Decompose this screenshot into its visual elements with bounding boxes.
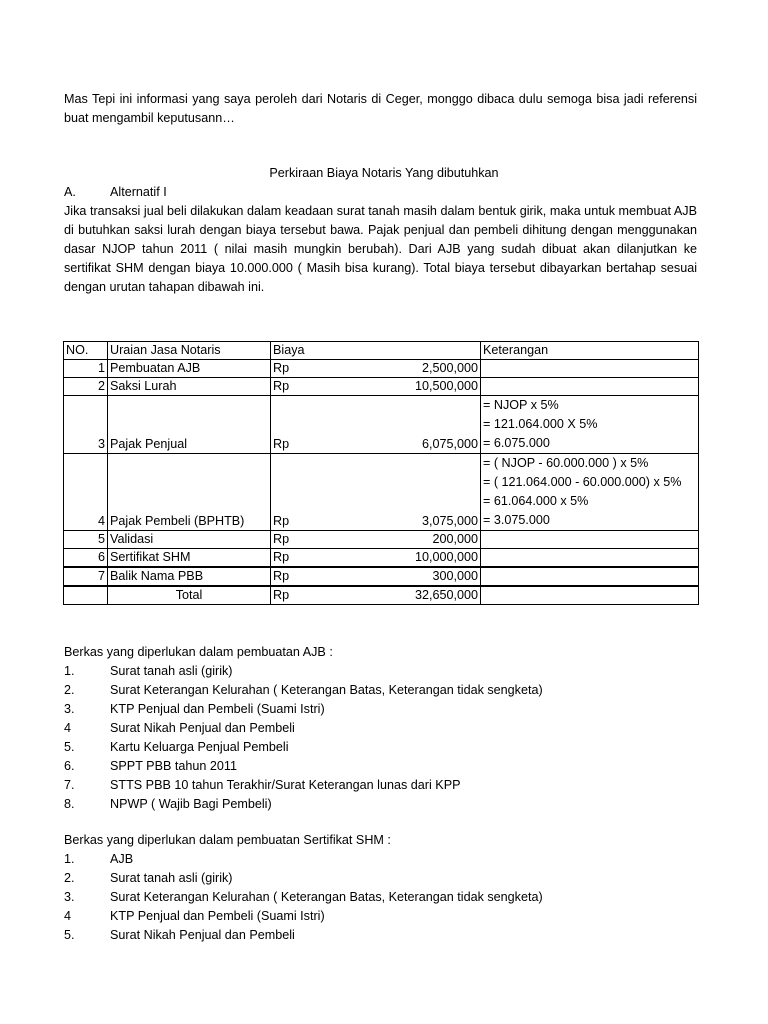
row-keterangan	[481, 567, 699, 586]
list-item: 1. AJB	[64, 852, 134, 866]
list-item: 3. Surat Keterangan Kelurahan ( Keterangan Batas, Keterangan tidak sengketa)	[64, 890, 543, 904]
row-no: 1	[64, 360, 108, 378]
keterangan-line: = 121.064.000 X 5%	[483, 417, 598, 431]
row-amount: 6,075,000	[319, 396, 481, 454]
total-amount: 32,650,000	[319, 586, 481, 605]
row-currency: Rp	[271, 378, 319, 396]
total-keterangan	[481, 586, 699, 605]
row-no: 3	[64, 396, 108, 454]
row-keterangan	[481, 396, 699, 454]
row-uraian: Pembuatan AJB	[108, 360, 271, 378]
row-keterangan	[481, 378, 699, 396]
header-keterangan: Keterangan	[481, 342, 699, 360]
shm-requirements-title: Berkas yang diperlukan dalam pembuatan Sertifikat SHM :	[64, 833, 391, 847]
list-item: 5. Surat Nikah Penjual dan Pembeli	[64, 928, 295, 942]
row-uraian: Sertifikat SHM	[108, 549, 271, 568]
total-label: Total	[108, 586, 271, 605]
row-uraian: Balik Nama PBB	[108, 567, 271, 586]
list-item: 2. Surat Keterangan Kelurahan ( Keterangan Batas, Keterangan tidak sengketa)	[64, 683, 543, 697]
list-item: 4 Surat Nikah Penjual dan Pembeli	[64, 721, 295, 735]
list-item: 4 KTP Penjual dan Pembeli (Suami Istri)	[64, 909, 325, 923]
row-amount: 200,000	[319, 531, 481, 549]
total-currency: Rp	[271, 586, 319, 605]
row-amount: 10,000,000	[319, 549, 481, 568]
list-item: 8. NPWP ( Wajib Bagi Pembeli)	[64, 797, 272, 811]
row-keterangan	[481, 531, 699, 549]
row-currency: Rp	[271, 360, 319, 378]
row-amount: 3,075,000	[319, 454, 481, 531]
list-item: 1. Surat tanah asli (girik)	[64, 664, 233, 678]
keterangan-line: = 6.075.000	[483, 436, 550, 450]
table-row	[64, 396, 699, 454]
list-item: 6. SPPT PBB tahun 2011	[64, 759, 237, 773]
row-no: 5	[64, 531, 108, 549]
list-item: 7. STTS PBB 10 tahun Terakhir/Surat Keterangan lunas dari KPP	[64, 778, 461, 792]
table-row	[64, 360, 699, 378]
row-no: 7	[64, 567, 108, 586]
alternative-letter: A.	[64, 185, 76, 199]
row-keterangan	[481, 454, 699, 531]
row-currency: Rp	[271, 454, 319, 531]
cost-table	[63, 341, 699, 605]
row-no: 4	[64, 454, 108, 531]
row-no: 2	[64, 378, 108, 396]
keterangan-line: = NJOP x 5%	[483, 398, 559, 412]
row-currency: Rp	[271, 531, 319, 549]
alternative-heading	[64, 183, 167, 202]
row-no: 6	[64, 549, 108, 568]
keterangan-line: = 61.064.000 x 5%	[483, 494, 589, 508]
row-amount: 2,500,000	[319, 360, 481, 378]
row-uraian: Saksi Lurah	[108, 378, 271, 396]
row-uraian: Pajak Pembeli (BPHTB)	[108, 454, 271, 531]
description-paragraph: Jika transaksi jual beli dilakukan dalam keadaan surat tanah masih dalam bentuk girik, maka untuk membuat AJB di butuhkan saksi lurah dengan biaya tersebut bawa. Pajak penjual dan pembeli dihitung dengan menggunakan dasar NJOP tahun 2011 ( nilai masih mungkin berubah). Dari AJB yang sudah dibuat akan dilanjutkan ke sertifikat SHM dengan biaya 10.000.000 ( Masih bisa kurang). Total biaya tersebut dibayarkan bertahap sesuai dengan urutan tahapan dibawah ini.	[64, 204, 697, 294]
row-uraian: Pajak Penjual	[108, 396, 271, 454]
shm-requirements-list	[64, 850, 543, 945]
intro-paragraph: Mas Tepi ini informasi yang saya peroleh dari Notaris di Ceger, monggo dibaca dulu semoga bisa jadi referensi buat mengambil keputusann…	[64, 92, 697, 125]
list-item: 2. Surat tanah asli (girik)	[64, 871, 233, 885]
header-no: NO.	[64, 342, 108, 360]
document-title: Perkiraan Biaya Notaris Yang dibutuhkan	[269, 166, 499, 180]
table-row	[64, 378, 699, 396]
keterangan-line: = ( NJOP - 60.000.000 ) x 5%	[483, 456, 649, 470]
header-uraian: Uraian Jasa Notaris	[108, 342, 271, 360]
row-keterangan	[481, 549, 699, 568]
table-row	[64, 454, 699, 531]
row-currency: Rp	[271, 396, 319, 454]
total-empty-cell	[64, 586, 108, 605]
table-header-row	[64, 342, 699, 360]
table-row	[64, 531, 699, 549]
table-row	[64, 549, 699, 568]
header-biaya: Biaya	[271, 342, 481, 360]
row-currency: Rp	[271, 567, 319, 586]
table-total-row	[64, 586, 699, 605]
keterangan-line: = ( 121.064.000 - 60.000.000) x 5%	[483, 475, 682, 489]
alternative-label: Alternatif I	[110, 185, 167, 199]
row-amount: 300,000	[319, 567, 481, 586]
row-keterangan	[481, 360, 699, 378]
ajb-requirements-title: Berkas yang diperlukan dalam pembuatan AJB :	[64, 645, 333, 659]
row-currency: Rp	[271, 549, 319, 568]
list-item: 5. Kartu Keluarga Penjual Pembeli	[64, 740, 289, 754]
row-amount: 10,500,000	[319, 378, 481, 396]
table-row	[64, 567, 699, 586]
ajb-requirements-list	[64, 662, 543, 814]
keterangan-line: = 3.075.000	[483, 513, 550, 527]
row-uraian: Validasi	[108, 531, 271, 549]
list-item: 3. KTP Penjual dan Pembeli (Suami Istri)	[64, 702, 325, 716]
